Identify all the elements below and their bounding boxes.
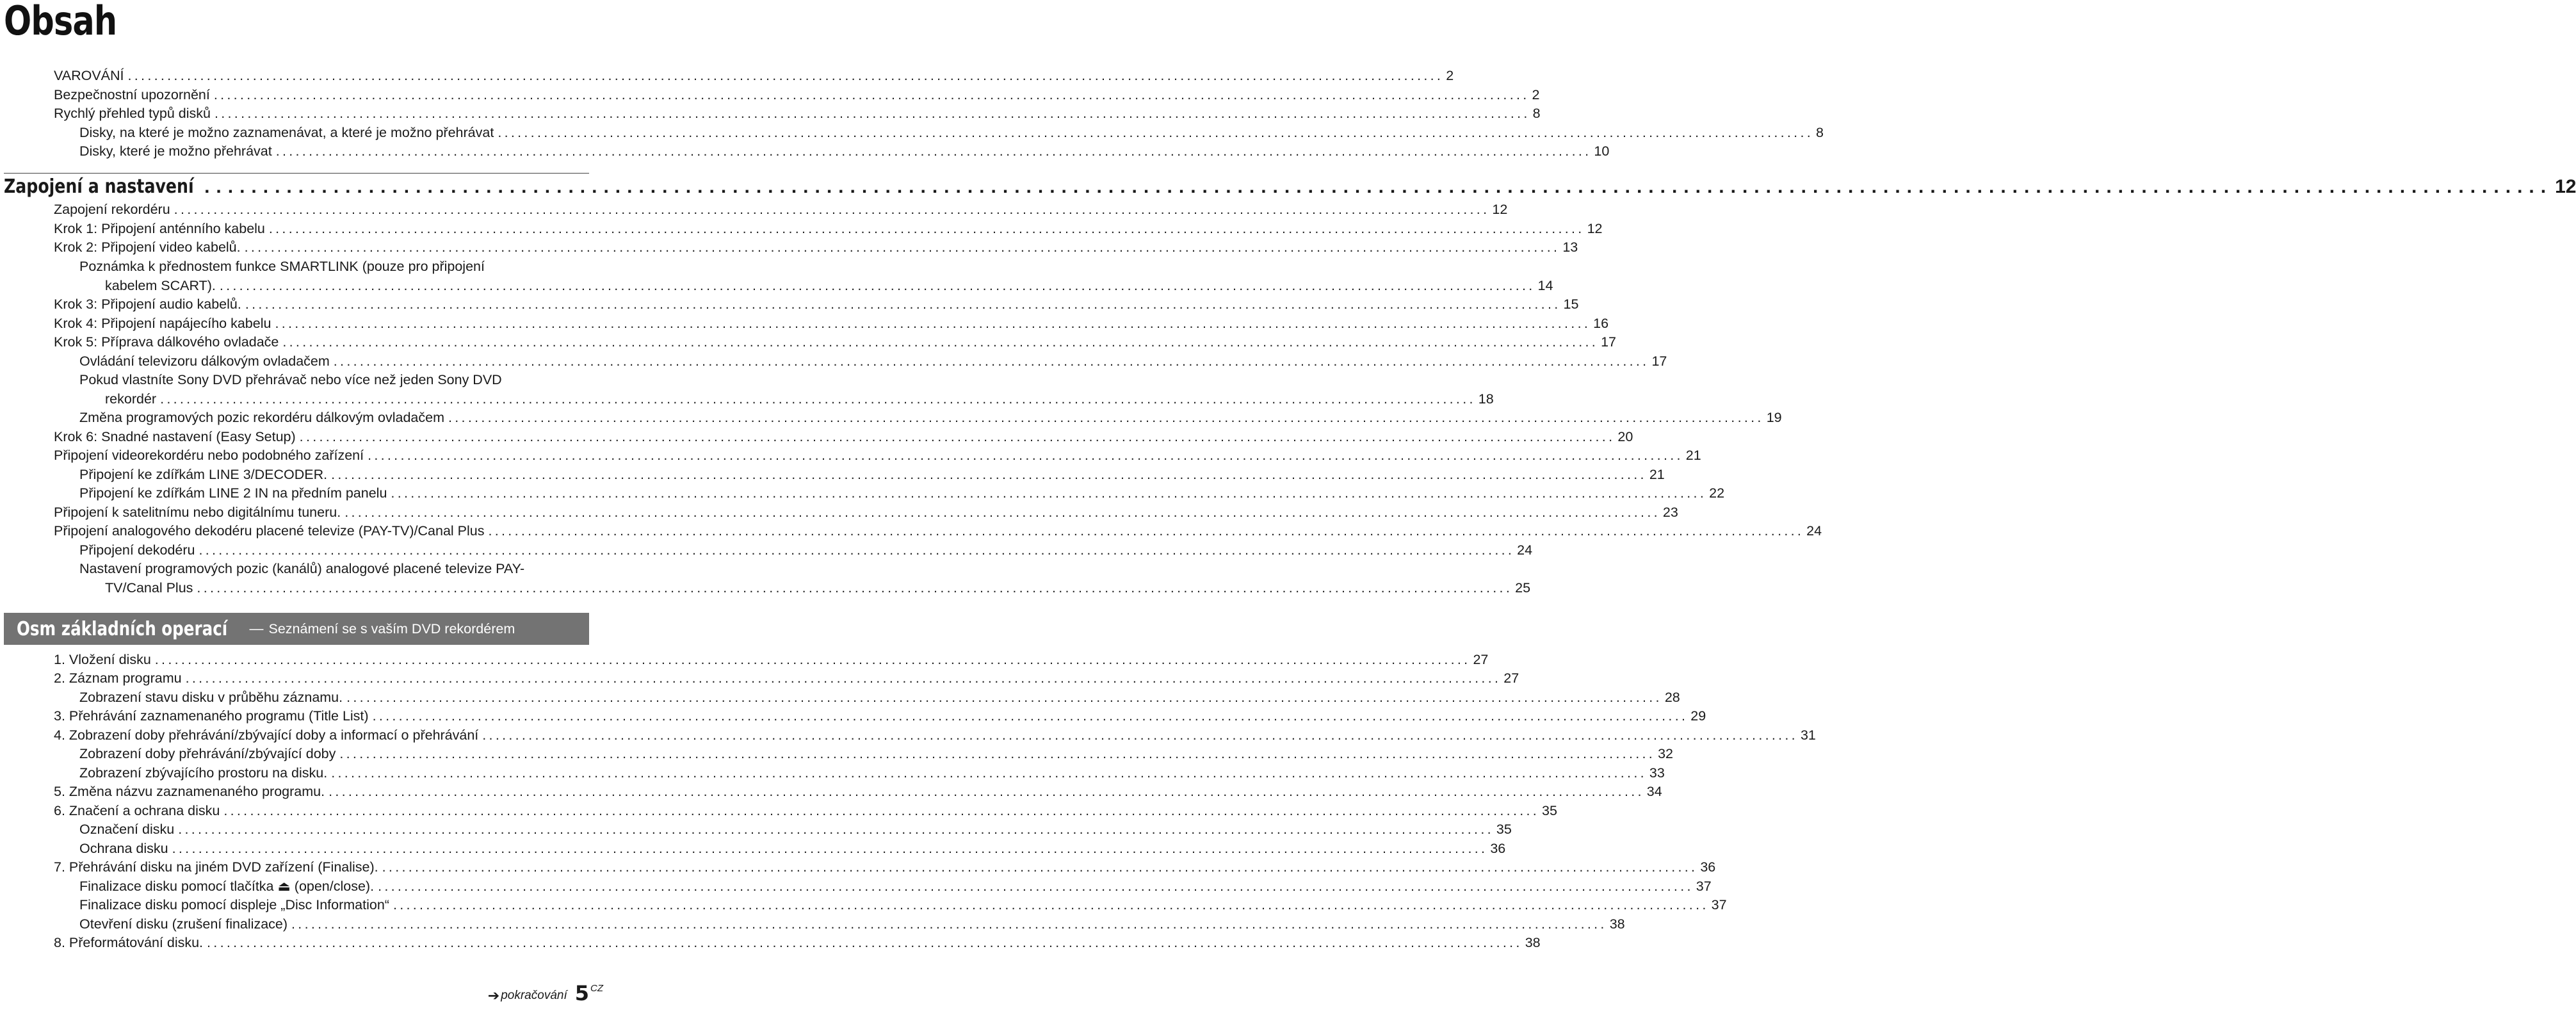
toc-entry[interactable]: Připojení videorekordéru nebo podobného zařízení ........................................................................................................................................................................................................ 21: [54, 446, 589, 465]
page-footer: [488, 981, 603, 1005]
toc-entry[interactable]: Poznámka k přednostem funkce SMARTLINK (pouze pro připojení kabelem SCART). ........................................................................................................................................................................................................ 14: [79, 257, 589, 295]
toc-entry[interactable]: Finalizace disku pomocí tlačítka ⏏ (open/close). ........................................................................................................................................................................................................ 37: [79, 877, 589, 896]
toc-entry[interactable]: Krok 5: Příprava dálkového ovladače ........................................................................................................................................................................................................ 17: [54, 332, 589, 352]
leader-dots: ........................................................................................................................................................................................................: [498, 125, 1813, 140]
toc-entry[interactable]: Připojení analogového dekodéru placené televize (PAY-TV)/Canal Plus ........................................................................................................................................................................................................ 24: [54, 521, 589, 540]
section-banner-subtitle: Seznámení se s vaším DVD rekordérem: [268, 620, 515, 637]
leader-dots: ........................................................................................................................................................................................................: [488, 523, 1804, 539]
leader-dots: ........................................................................................................................................................................................................: [339, 746, 1656, 761]
toc-entry[interactable]: 3. Přehrávání zaznamenaného programu (Title List) ........................................................................................................................................................................................................ 29: [54, 706, 589, 726]
leader-dots: ........................................................................................................................................................................................................: [299, 429, 1616, 444]
leader-dots: ........................................................................................................................................................................................................: [482, 727, 1798, 743]
section-divider: [4, 173, 589, 174]
toc-entry[interactable]: Zobrazení doby přehrávání/zbývající doby ........................................................................................................................................................................................................ 32: [79, 744, 589, 763]
leader-dots: ........................................................................................................................................................................................................: [223, 803, 1540, 818]
toc-entry[interactable]: Disky, na které je možno zaznamenávat, a které je možno přehrávat ........................................................................................................................................................................................................ 8: [79, 123, 589, 142]
toc-entry[interactable]: 7. Přehrávání disku na jiném DVD zařízení (Finalise). ........................................................................................................................................................................................................ 36: [54, 857, 589, 877]
toc-entry[interactable]: Nastavení programových pozic (kanálů) analogové placené televize PAY- TV/Canal Plus ........................................................................................................................................................................................................ 25: [79, 559, 589, 597]
page-number: 5: [574, 981, 589, 1005]
toc-entry[interactable]: Zobrazení zbývajícího prostoru na disku. ........................................................................................................................................................................................................ 33: [79, 763, 589, 783]
leader-dots: ........................................................................................................................................................................................................: [382, 859, 1698, 875]
leader-dots: ........................................................................................................................................................................................................: [197, 580, 1513, 596]
toc-entry[interactable]: Krok 3: Připojení audio kabelů. ........................................................................................................................................................................................................ 15: [54, 295, 589, 314]
leader-dots: ........................................................................................................................................................................................................: [291, 916, 1607, 932]
toc-entry[interactable]: Bezpečnostní upozornění ........................................................................................................................................................................................................ 2: [54, 85, 589, 104]
leader-dots: ........................................................................................................................................................................................................: [198, 542, 1515, 558]
continue-link[interactable]: ➔ pokračování: [487, 987, 567, 1003]
toc-entry[interactable]: 1. Vložení disku ........................................................................................................................................................................................................ 27: [54, 650, 589, 669]
leader-dots: ........................................................................................................................................................................................................: [268, 221, 1585, 236]
leader-dots: ........................................................................................................................................................................................................: [178, 822, 1494, 837]
toc-entry[interactable]: Změna programových pozic rekordéru dálkovým ovladačem ........................................................................................................................................................................................................ 19: [79, 408, 589, 427]
leader-dots: ........................................................................................................................................................................................................: [372, 708, 1689, 724]
leader-dots: ........................................................................................................................................................................................................: [368, 448, 1683, 463]
toc-entry[interactable]: Krok 1: Připojení anténního kabelu ........................................................................................................................................................................................................ 12: [54, 219, 589, 238]
toc-entry[interactable]: Připojení ke zdířkám LINE 3/DECODER. ........................................................................................................................................................................................................ 21: [79, 465, 589, 484]
leader-dots: ........................................................................................................................................................................................................: [172, 841, 1488, 856]
leader-dots: ........................................................................................................................................................................................................: [331, 467, 1647, 482]
toc-entry[interactable]: Krok 4: Připojení napájecího kabelu ........................................................................................................................................................................................................ 16: [54, 314, 589, 333]
toc-entry[interactable]: Krok 2: Připojení video kabelů. ........................................................................................................................................................................................................ 13: [54, 238, 589, 257]
leader-dots: ........................................................................................................................................................................................................: [185, 670, 1502, 686]
leader-dots: ........................................................................................................................................................................................................: [204, 176, 2553, 197]
toc-entry[interactable]: Finalizace disku pomocí displeje „Disc Information“ ........................................................................................................................................................................................................ 37: [79, 895, 589, 914]
toc-entry[interactable]: Pokud vlastníte Sony DVD přehrávač nebo více než jeden Sony DVD rekordér ........................................................................................................................................................................................................ 18: [79, 370, 589, 409]
toc-entry[interactable]: Ovládání televizoru dálkovým ovladačem ........................................................................................................................................................................................................ 17: [79, 352, 589, 371]
toc-entry[interactable]: Ochrana disku ........................................................................................................................................................................................................ 36: [79, 839, 589, 858]
leader-dots: ........................................................................................................................................................................................................: [328, 784, 1644, 799]
section-banner[interactable]: Osm základních operací — Seznámení se s vaším DVD rekordérem: [4, 613, 589, 645]
leader-dots: ........................................................................................................................................................................................................: [282, 334, 1599, 350]
toc-entry[interactable]: 5. Změna názvu zaznamenaného programu. ........................................................................................................................................................................................................ 34: [54, 782, 589, 801]
leader-dots: ........................................................................................................................................................................................................: [378, 879, 1694, 894]
leader-dots: ........................................................................................................................................................................................................: [391, 485, 1707, 501]
toc-entry[interactable]: 8. Přeformátování disku. ........................................................................................................................................................................................................ 38: [54, 933, 589, 952]
toc-entry[interactable]: 6. Značení a ochrana disku ........................................................................................................................................................................................................ 35: [54, 801, 589, 820]
toc-entry[interactable]: Krok 6: Snadné nastavení (Easy Setup) ........................................................................................................................................................................................................ 20: [54, 427, 589, 446]
leader-dots: ........................................................................................................................................................................................................: [213, 87, 1530, 102]
section-heading[interactable]: Zapojení a nastavení ........................................................................................................................................................................................................ 12: [4, 174, 589, 200]
toc-entry[interactable]: Připojení ke zdířkám LINE 2 IN na předním panelu ........................................................................................................................................................................................................ 22: [79, 483, 589, 503]
toc-entry[interactable]: 2. Záznam programu ........................................................................................................................................................................................................ 27: [54, 669, 589, 688]
leader-dots: ........................................................................................................................................................................................................: [333, 353, 1649, 369]
toc-entry[interactable]: Připojení dekodéru ........................................................................................................................................................................................................ 24: [79, 540, 589, 560]
leader-dots: ........................................................................................................................................................................................................: [245, 296, 1561, 312]
toc-entry[interactable]: Zapojení rekordéru ........................................................................................................................................................................................................ 12: [54, 200, 589, 219]
leader-dots: ........................................................................................................................................................................................................: [127, 68, 1444, 83]
arrow-right-icon: ➔: [487, 987, 500, 1003]
leader-dots: ........................................................................................................................................................................................................: [344, 505, 1660, 520]
section-banner-title: Osm základních operací: [17, 617, 228, 640]
page-title: Obsah: [4, 0, 117, 44]
toc-entry[interactable]: 4. Zobrazení doby přehrávání/zbývající doby a informací o přehrávání ........................................................................................................................................................................................................ 31: [54, 726, 589, 745]
leader-dots: ........................................................................................................................................................................................................: [393, 897, 1709, 912]
leader-dots: ........................................................................................................................................................................................................: [174, 202, 1490, 217]
toc-entry[interactable]: VAROVÁNÍ ........................................................................................................................................................................................................ 2: [54, 66, 589, 85]
leader-dots: ........................................................................................................................................................................................................: [331, 765, 1647, 781]
leader-dots: ........................................................................................................................................................................................................: [214, 106, 1530, 121]
leader-dots: ........................................................................................................................................................................................................: [207, 935, 1523, 950]
leader-dots: ........................................................................................................................................................................................................: [275, 316, 1591, 331]
leader-dots: ........................................................................................................................................................................................................: [346, 690, 1662, 705]
leader-dots: ........................................................................................................................................................................................................: [448, 410, 1764, 425]
toc-entry[interactable]: Připojení k satelitnímu nebo digitálnímu tuneru. ........................................................................................................................................................................................................ 23: [54, 503, 589, 522]
leader-dots: ........................................................................................................................................................................................................: [275, 143, 1592, 159]
toc-entry[interactable]: Otevření disku (zrušení finalizace) ........................................................................................................................................................................................................ 38: [79, 914, 589, 934]
leader-dots: ........................................................................................................................................................................................................: [160, 391, 1476, 407]
toc-entry[interactable]: Zobrazení stavu disku v průběhu záznamu. ........................................................................................................................................................................................................ 28: [79, 688, 589, 707]
leader-dots: ........................................................................................................................................................................................................: [154, 652, 1471, 667]
leader-dots: ........................................................................................................................................................................................................: [219, 278, 1535, 293]
leader-dots: ........................................................................................................................................................................................................: [244, 239, 1560, 255]
toc-entry[interactable]: Označení disku ........................................................................................................................................................................................................ 35: [79, 820, 589, 839]
language-code: CZ: [590, 983, 603, 994]
toc-entry[interactable]: Rychlý přehled typů disků ........................................................................................................................................................................................................ 8: [54, 104, 589, 123]
toc-entry[interactable]: Disky, které je možno přehrávat ........................................................................................................................................................................................................ 10: [79, 142, 589, 161]
